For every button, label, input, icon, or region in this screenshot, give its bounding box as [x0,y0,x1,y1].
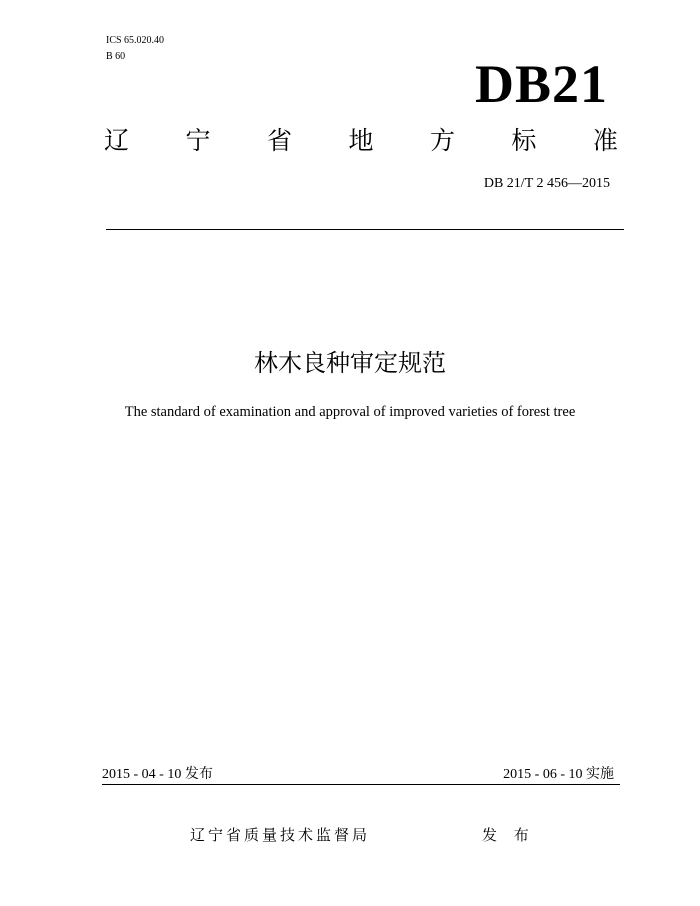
publish-label: 发 布 [482,826,535,844]
db-code-logo: DB21 [474,54,608,114]
ics-code: ICS 65.020.40 [106,35,165,46]
implementation-date: 2015 - 06 - 10 实施 [503,767,614,782]
document-title-english: The standard of examination and approval of improved varieties of forest tree [124,404,576,420]
standard-type-char: 标 [511,126,537,155]
standard-type-heading [104,126,618,156]
footer-divider [102,784,620,785]
standard-type-char: 准 [592,126,618,155]
standard-type-char: 地 [348,126,374,155]
standard-type-char: 辽 [104,126,130,155]
standard-type-char: 方 [429,126,455,155]
issue-date: 2015 - 04 - 10 发布 [102,767,213,782]
ccs-code: B 60 [106,51,126,62]
document-title-chinese: 林木良种审定规范 [254,349,446,377]
header-divider [106,229,624,230]
issuing-authority: 辽宁省质量技术监督局 [190,826,371,844]
standard-number: DB 21/T 2 456—2015 [483,176,610,191]
standard-type-char: 宁 [185,126,211,155]
standard-type-char: 省 [266,126,292,155]
